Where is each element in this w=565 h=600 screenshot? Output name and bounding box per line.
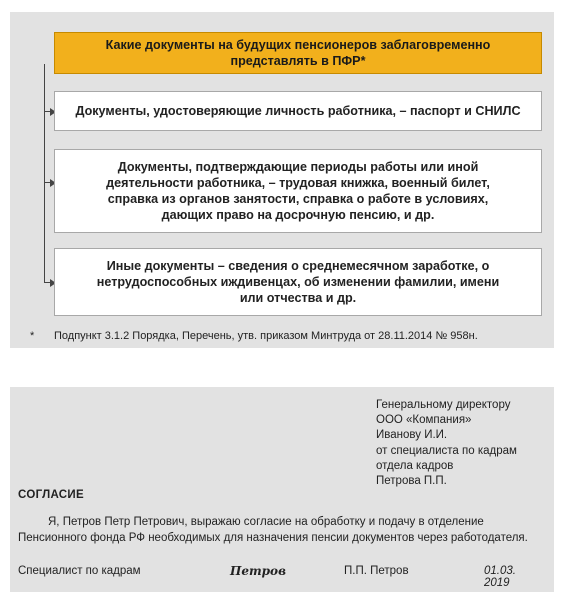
signature-row (18, 564, 538, 589)
diagram-connector-trunk (44, 64, 45, 282)
document-box-identity (54, 91, 542, 131)
diagram-connector-arrow-3 (44, 282, 54, 283)
addressee-line: Петрова П.П. (376, 475, 447, 488)
diagram-connector-arrow-2 (44, 182, 54, 183)
diagram-connector-arrow-1 (44, 111, 54, 112)
footnote-mark: * (30, 330, 35, 342)
addressee-line: от специалиста по кадрам (376, 444, 517, 457)
addressee-line: Генеральному директору (376, 399, 511, 411)
addressee-line: ООО «Компания» (376, 414, 472, 427)
diagram-title: Какие документы на будущих пенсионеров заблаговременно представлять в ПФР* (105, 38, 491, 68)
document-work-periods-text: Документы, подтверждающие периоды работы или иной деятельности работника, – трудовая книжка, военный билет, справка из органов занятости, справка о работе в условиях, дающих право на досрочную пенсию, и др. (106, 160, 490, 222)
document-box-work-periods (54, 149, 542, 233)
consent-letter (10, 387, 554, 592)
addressee-block (376, 398, 517, 489)
addressee-line: отдела кадров (376, 459, 454, 472)
signature-date: 01.03. 2019 (484, 565, 516, 589)
document-identity-text: Документы, удостоверяющие личность работника, – паспорт и СНИЛС (75, 104, 521, 118)
handwritten-signature: Петров (230, 564, 286, 578)
documents-diagram (10, 12, 554, 348)
footnote-text: Подпункт 3.1.2 Порядка, Перечень, утв. приказом Минтруда от 28.11.2014 № 958н. (54, 330, 478, 342)
signer-name: П.П. Петров (344, 565, 409, 577)
document-box-other (54, 248, 542, 316)
addressee-line: Иванову И.И. (376, 429, 448, 442)
consent-body: Я, Петров Петр Петрович, выражаю согласие на обработку и подачу в отделение Пенсионного фонда РФ необходимых для назначения пенсии документов через работодателя. (18, 516, 528, 544)
document-other-text: Иные документы – сведения о среднемесячном заработке, о нетрудоспособных иждивенцах, об изменении фамилии, имени или отчества и др. (96, 259, 500, 305)
diagram-footnote (30, 330, 478, 342)
signer-role: Специалист по кадрам (18, 565, 141, 577)
diagram-title-box (54, 32, 542, 74)
consent-title: СОГЛАСИЕ (18, 489, 84, 501)
